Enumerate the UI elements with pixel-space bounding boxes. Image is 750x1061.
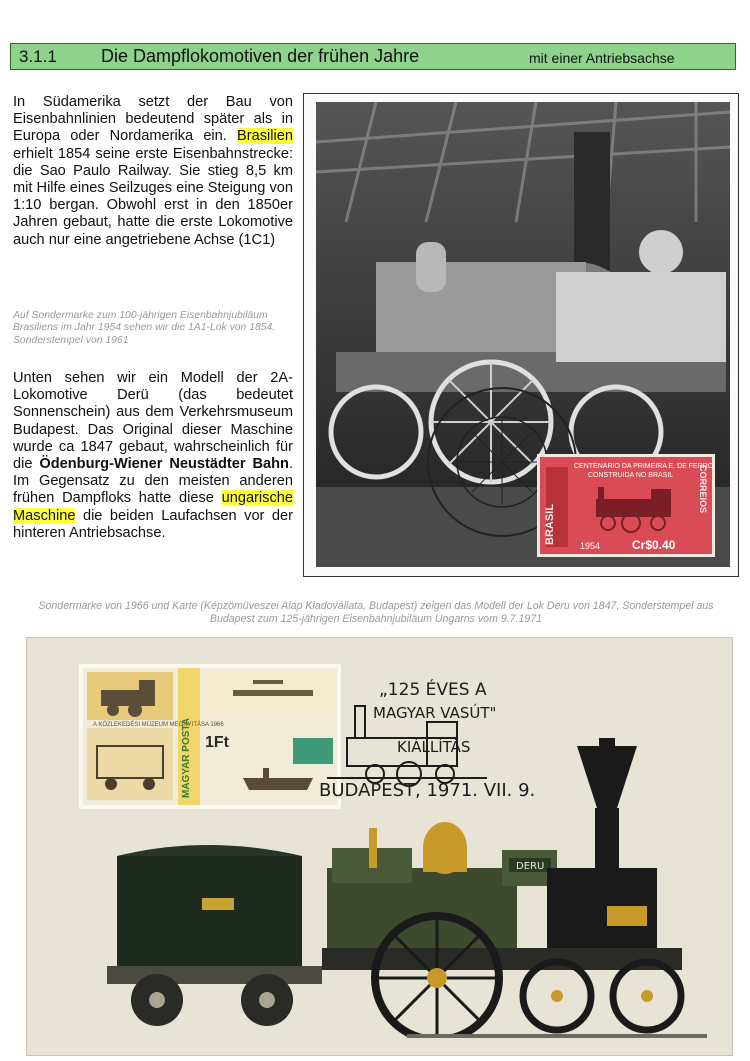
paragraph-text: die beiden Laufachsen vor der hinteren Antriebsachse. — [13, 507, 293, 541]
nameplate-text: DERU — [516, 861, 545, 872]
paragraph-text: In Südamerika setzt der Bau von Eisenbahnlinien bedeutend später als in Europa oder Nordamerika ein. — [13, 94, 293, 145]
stamp-locomotive-vignette — [87, 672, 173, 720]
brazil-stamp-country: BRASIL — [544, 504, 556, 545]
hungary-stamp-country: MAGYAR POSTA — [181, 717, 192, 798]
brazil-stamp-value: Cr$0.40 — [632, 538, 676, 552]
highlight-brasilien: Brasilien — [237, 128, 293, 145]
cancel-line2: MAGYAR VASÚT" — [373, 704, 497, 722]
brazil-stamp — [537, 454, 715, 557]
section-number: 3.1.1 — [19, 46, 57, 66]
paragraph-text: . Im Gegensatz zu den meisten anderen frühen Dampfloks hatte diese — [13, 456, 293, 507]
paragraph-text: erhielt 1854 seine erste Eisenbahnstrecke: die Sao Paulo Railway. Sie stieg 8,5 km mit Hilfe eines Seilzuges eine Steigung von 1:10 bergan. Obwohl erst in den 1850er Jahren gebaut, hatte die erste Lokomotive auch nur eine angetriebene Achse (1C1) — [13, 145, 293, 248]
section-header — [10, 43, 736, 70]
brazil-stamp-year: 1954 — [580, 541, 601, 551]
paragraph-text: Unten sehen wir ein Modell der 2A-Lokomotive Derü (das bedeutet Sonnenschein) aus dem Verkehrsmuseum Budapest. Das Original dieser Maschine wurde ca 1847 gebaut, wahrscheinlich für die — [13, 370, 293, 473]
cancel-line4: BUDAPEST, 1971. VII. 9. — [319, 780, 536, 801]
stamp-airplane-vignette — [203, 672, 335, 716]
brazil-stamp-line1: CENTENARIO DA PRIMEIRA E. DE FERRO — [574, 463, 714, 470]
caption-hungary-card: Sondermarke von 1966 und Karte (Képzömüveszei Alap Kiadovállata, Budapest) zeigen das Modell der Lok Deru von 1847, Sonderstempel aus Budapest zum 125-jährigen Eisenbahnjubiläum Ungarns vom 9.7.1971 — [38, 600, 714, 626]
paragraph-hungary — [13, 370, 293, 542]
brazil-maxicard — [303, 93, 739, 577]
brazil-stamp-line2: CONSTRUIDA NO BRASIL — [588, 472, 674, 479]
deru-locomotive-model — [107, 738, 727, 1038]
hungary-stamp-value: 1Ft — [205, 734, 229, 751]
paragraph-brazil — [13, 94, 293, 249]
cancel-line3: KIÁLLÍTÁS — [397, 738, 471, 756]
highlight-ungarische-maschine: ungarische Maschine — [13, 490, 293, 524]
section-title: Die Dampflokomotiven der frühen Jahre — [101, 46, 420, 66]
brazil-stamp-correios: CORREIOS — [698, 465, 708, 514]
caption-brazil-stamp: Auf Sondermarke zum 100-jährigen Eisenbahnjubiläum Brasiliens im Jahr 1954 sehen wir die 1A1-Lok von 1854. Sonderstempel von 1961 — [13, 310, 276, 346]
cancel-line1: „125 ÉVES A — [379, 680, 487, 700]
hungary-maxicard — [26, 637, 733, 1056]
section-subtitle: mit einer Antriebsachse — [529, 50, 675, 66]
brazil-stamp-locomotive — [576, 485, 686, 533]
bold-railway-name: Ödenburg-Wiener Neustädter Bahn — [39, 456, 289, 473]
hungary-stamp-inscription: A KÖZLEKEDÉSI MÚZEUM MEGNYITÁSA 1966 — [93, 722, 224, 728]
